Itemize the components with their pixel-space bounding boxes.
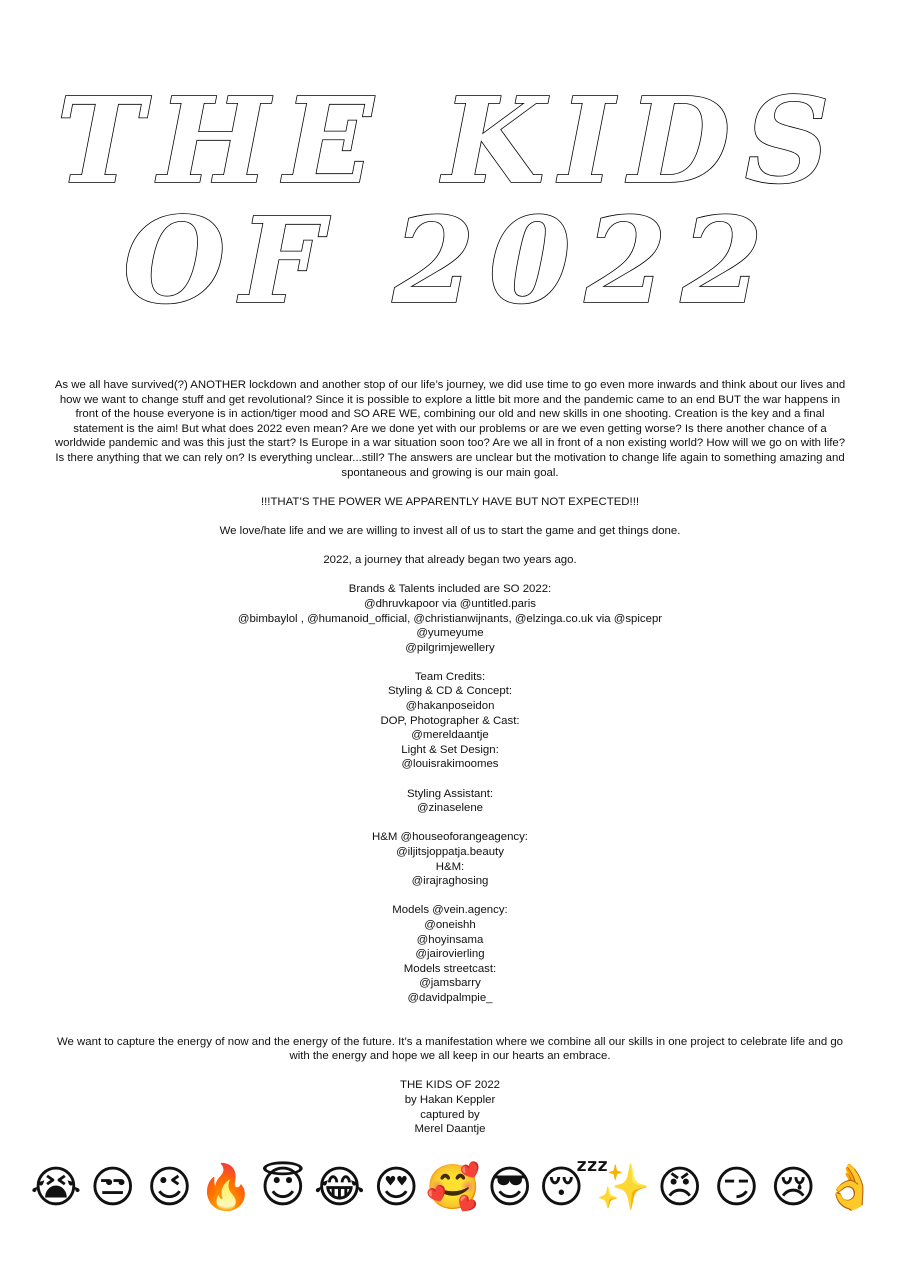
- sleeping-face-icon: 😴: [538, 1162, 609, 1213]
- power-statement: !!!THAT’S THE POWER WE APPARENTLY HAVE BUT NOT EXPECTED!!!: [260, 495, 640, 508]
- signature-photographer: Merel Daantje: [414, 1123, 486, 1136]
- angry-face-icon: 😠: [656, 1162, 703, 1213]
- assistant-label: Styling Assistant:: [406, 787, 494, 800]
- brand-line: @yumeyume: [416, 627, 484, 640]
- model-credit: @oneishh: [424, 918, 476, 931]
- title-line-2: OF 2022: [122, 191, 778, 330]
- streetcast-label: Models streetcast:: [403, 962, 497, 975]
- intro-paragraph: As we all have survived(?) ANOTHER lockdown and another stop of our life’s journey, we did use time to go even more inwards and think about our lives and how we want to change stuff and get revolutional? Since it is possible to explore a little bit more and the pandemic came to an end BUT the war happens in front of the house everyone is in action/tiger mood and SO ARE WE, combining our old and new skills in one shooting. Creation is the key and a final statement is the aim! But what does 2022 even mean? Are we done yet with our problems or are we even getting worse? Is there another chance of a worldwide pandemic and was this just the start? Is Europe in a war situation soon too? Are we all in front of a non existing world? How will we go on with life? Is there anything that we can rely on? Is everything unclear...still? The answers are unclear but the motivation to change life again to something amazing and spontaneous and growing is our main goal.: [54, 379, 846, 479]
- closing-paragraph: We want to capture the energy of now and the energy of the future. It’s a manifestation where we combine all our skills in one project to celebrate life and go with the energy and hope we all keep in our hearts an embrace.: [57, 1035, 843, 1063]
- dop-credit: @mereldaantje: [411, 729, 489, 742]
- halo-face-icon: 😇: [259, 1162, 306, 1213]
- signature-captured: captured by: [420, 1108, 480, 1121]
- title-line-1: THE KIDS: [56, 71, 844, 210]
- body-text: [52, 378, 848, 1137]
- brand-line: @dhruvkapoor via @untitled.paris: [364, 597, 536, 610]
- light-credit: @louisrakimoomes: [401, 758, 499, 771]
- crying-face-icon: 😢: [770, 1162, 817, 1213]
- winking-face-icon: 😉: [146, 1162, 193, 1213]
- smirking-face-icon: 😏: [713, 1162, 760, 1213]
- brands-heading: Brands & Talents included are SO 2022:: [348, 583, 552, 596]
- loudly-crying-face-icon: 😭: [30, 1162, 82, 1213]
- dop-label: DOP, Photographer & Cast:: [380, 714, 520, 727]
- hm2-label: H&M:: [435, 860, 465, 873]
- emoji-row: [28, 1158, 878, 1218]
- love-hate-line: We love/hate life and we are willing to invest all of us to start the game and get things done.: [219, 524, 681, 537]
- fire-icon: 🔥: [198, 1162, 254, 1213]
- styling-credit: @hakanposeidon: [405, 700, 495, 713]
- sparkles-icon: ✨: [595, 1162, 651, 1213]
- sunglasses-face-icon: 😎: [486, 1162, 533, 1213]
- assistant-credit: @zinaselene: [416, 802, 484, 815]
- signature-title: THE KIDS OF 2022: [399, 1079, 501, 1092]
- hm-label: H&M @houseoforangeagency:: [372, 831, 528, 844]
- brand-line: @bimbaylol , @humanoid_official, @christianwijnants, @elzinga.co.uk via @spicepr: [237, 612, 663, 625]
- hm-credit: @iljitsjoppatja.beauty: [396, 846, 504, 858]
- title-artwork: [50, 62, 850, 342]
- tears-of-joy-face-icon: 😂: [313, 1162, 366, 1213]
- streetcast-credit: @jamsbarry: [419, 977, 481, 990]
- unamused-face-icon: 😒: [89, 1162, 136, 1213]
- heart-eyes-face-icon: 😍: [373, 1162, 420, 1213]
- styling-label: Styling & CD & Concept:: [387, 685, 513, 698]
- brand-line: @pilgrimjewellery: [405, 641, 495, 654]
- signature-by: by Hakan Keppler: [404, 1093, 496, 1106]
- streetcast-credit: @davidpalmpie_: [407, 991, 493, 1004]
- hm2-credit: @irajraghosing: [411, 875, 489, 888]
- team-heading: Team Credits:: [414, 670, 486, 683]
- journey-line: 2022, a journey that already began two years ago.: [323, 554, 577, 567]
- title-svg: [50, 62, 850, 342]
- model-credit: @jairovierling: [415, 948, 485, 961]
- ok-hand-icon: 👌: [822, 1162, 878, 1213]
- models-label: Models @vein.agency:: [392, 904, 508, 917]
- model-credit: @hoyinsama: [416, 933, 484, 946]
- light-label: Light & Set Design:: [401, 743, 499, 756]
- smiling-face-with-hearts-icon: 🥰: [425, 1162, 481, 1213]
